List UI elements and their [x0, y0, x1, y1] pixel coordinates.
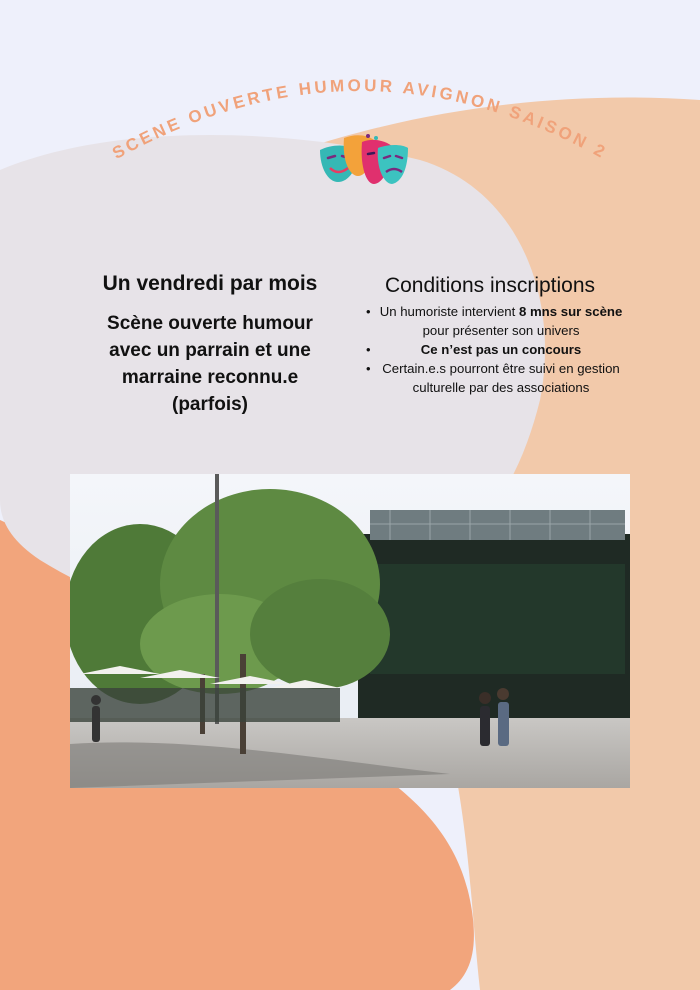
condition-text: Certain.e.s pourront être suivi en gestion culturelle par des associations — [382, 361, 620, 395]
bullet: • — [366, 304, 371, 319]
condition-item — [356, 302, 624, 340]
condition-text: pour présenter son univers — [422, 323, 580, 338]
bullet: • — [366, 342, 371, 357]
conditions-list — [356, 302, 624, 397]
condition-bold: 8 mns sur scène — [518, 304, 623, 319]
left-column — [60, 272, 360, 418]
condition-text: Un humoriste intervient — [379, 304, 519, 319]
theater-masks-icon — [318, 132, 410, 194]
left-subtitle-line: Scène ouverte humour — [107, 313, 313, 334]
venue-photo — [70, 474, 630, 788]
left-subtitle-line: marraine reconnu.e — [121, 367, 299, 388]
left-subtitle-line: (parfois) — [172, 394, 248, 415]
condition-item — [356, 340, 624, 359]
left-subtitle-line: avec un parrain et une — [109, 340, 311, 361]
bullet: • — [366, 361, 371, 376]
condition-bold: Ce n’est pas un concours — [420, 342, 582, 357]
left-heading: Un vendredi par mois — [102, 272, 318, 295]
right-column — [356, 274, 624, 397]
left-subtitle — [60, 310, 360, 418]
right-heading: Conditions inscriptions — [384, 274, 596, 297]
arc-title — [0, 0, 700, 260]
arc-title-text: SCENE OUVERTE HUMOUR AVIGNON SAISON 2 — [109, 75, 611, 163]
condition-item — [356, 359, 624, 397]
